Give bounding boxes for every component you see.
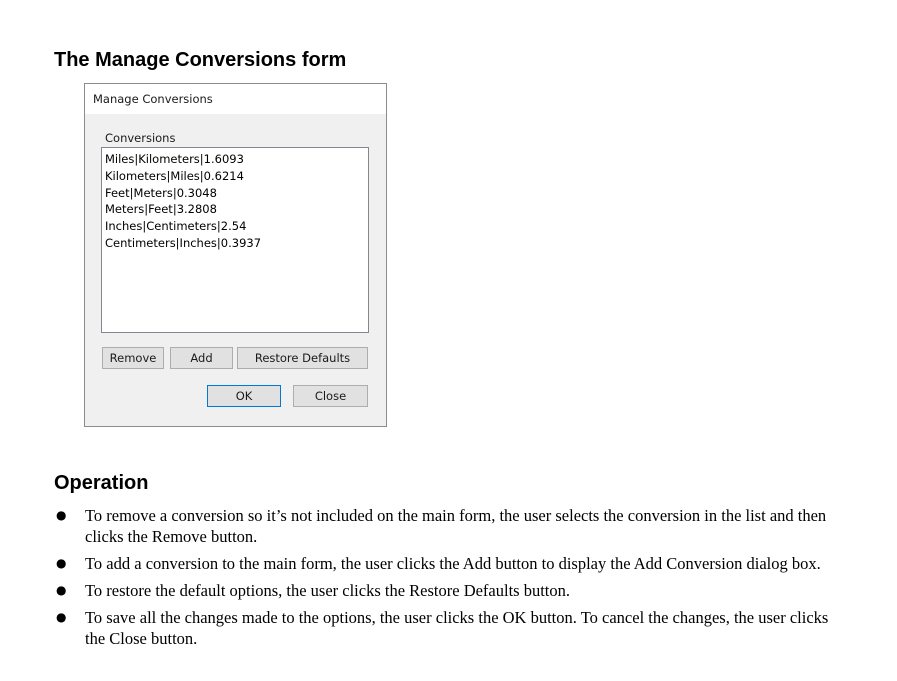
form-heading: The Manage Conversions form [54, 49, 347, 71]
list-item[interactable]: Miles|Kilometers|1.6093 [105, 152, 244, 166]
list-item[interactable]: Kilometers|Miles|0.6214 [105, 168, 244, 183]
dialog-titlebar [85, 84, 386, 114]
list-item [54, 505, 844, 547]
list-item[interactable]: Feet|Meters|0.3048 [105, 185, 217, 200]
close-button[interactable]: Close [293, 385, 368, 407]
list-item [54, 553, 844, 574]
bullet-text: To save all the changes made to the options, the user clicks the OK button. To cancel the changes, the user clicks the Close button. [85, 608, 829, 648]
add-button[interactable]: Add [170, 347, 233, 369]
operation-heading: Operation [54, 472, 149, 494]
list-item [54, 607, 844, 649]
remove-button[interactable]: Remove [102, 347, 164, 369]
bullet-text: To remove a conversion so it’s not included on the main form, the user selects the conversion in the list and then clicks the Remove button. [85, 506, 827, 546]
bullet-icon: ● [56, 556, 67, 570]
manage-conversions-dialog [84, 83, 387, 427]
list-item[interactable]: Meters|Feet|3.2808 [105, 202, 217, 217]
bullet-text: To restore the default options, the user clicks the Restore Defaults button. [85, 581, 571, 600]
ok-button[interactable]: OK [207, 385, 281, 407]
bullet-icon: ● [56, 508, 67, 522]
list-item[interactable]: Inches|Centimeters|2.54 [105, 219, 247, 234]
dialog-title: Manage Conversions [93, 92, 213, 106]
bullet-icon: ● [56, 583, 67, 597]
list-item [54, 580, 844, 601]
bullet-text: To add a conversion to the main form, the user clicks the Add button to display the Add Conversion dialog box. [85, 554, 821, 573]
operation-list [54, 505, 844, 655]
conversions-listbox[interactable] [101, 147, 369, 333]
restore-defaults-button[interactable]: Restore Defaults [237, 347, 368, 369]
conversions-label: Conversions [105, 131, 176, 145]
list-item[interactable]: Centimeters|Inches|0.3937 [105, 235, 262, 250]
bullet-icon: ● [56, 610, 67, 624]
